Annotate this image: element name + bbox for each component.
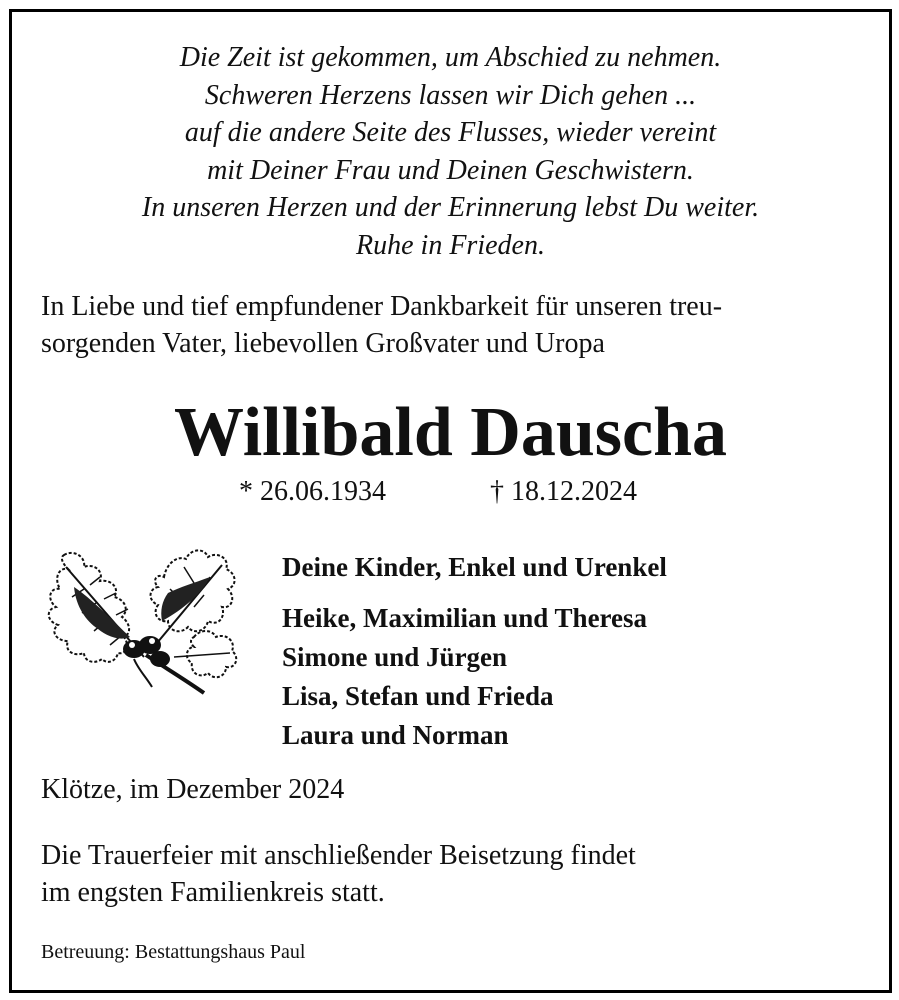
funeral-home-credit: Betreuung: Bestattungshaus Paul: [41, 941, 306, 963]
family-member: Simone und Jürgen: [282, 642, 508, 672]
intro-line: sorgenden Vater, liebevollen Großvater und Uropa: [41, 328, 605, 359]
poem-line: mit Deiner Frau und Deinen Geschwistern.: [207, 154, 694, 186]
obituary-notice: [9, 9, 892, 993]
birth-date: * 26.06.1934: [239, 476, 386, 507]
death-date: † 18.12.2024: [490, 476, 637, 507]
poem-line: Die Zeit ist gekommen, um Abschied zu nehmen.: [179, 42, 722, 73]
family-member: Laura und Norman: [282, 720, 509, 750]
family-member: Heike, Maximilian und Theresa: [282, 603, 648, 633]
family-member: Lisa, Stefan und Frieda: [282, 681, 554, 711]
funeral-line: im engsten Familienkreis statt.: [41, 877, 385, 908]
funeral-line: Die Trauerfeier mit anschließender Beisetzung findet: [41, 840, 636, 871]
oak-leaves-acorns-icon: [34, 537, 240, 697]
place-date: Klötze, im Dezember 2024: [41, 774, 345, 805]
family-signatures: [282, 548, 667, 755]
deceased-name: Willibald Dauscha: [173, 394, 728, 471]
intro-line: In Liebe und tief empfundener Dankbarkeit für unseren treu-: [41, 291, 723, 322]
family-heading: Deine Kinder, Enkel und Urenkel: [282, 552, 667, 582]
poem: [12, 39, 889, 264]
funeral-notice: [41, 837, 636, 911]
poem-line: auf die andere Seite des Flusses, wieder vereint: [184, 117, 717, 148]
poem-line: Schweren Herzens lassen wir Dich gehen ...: [204, 79, 697, 111]
poem-line: Ruhe in Frieden.: [356, 229, 545, 261]
poem-line: In unseren Herzen und der Erinnerung lebst Du weiter.: [141, 192, 760, 223]
intro-text: [41, 288, 871, 362]
